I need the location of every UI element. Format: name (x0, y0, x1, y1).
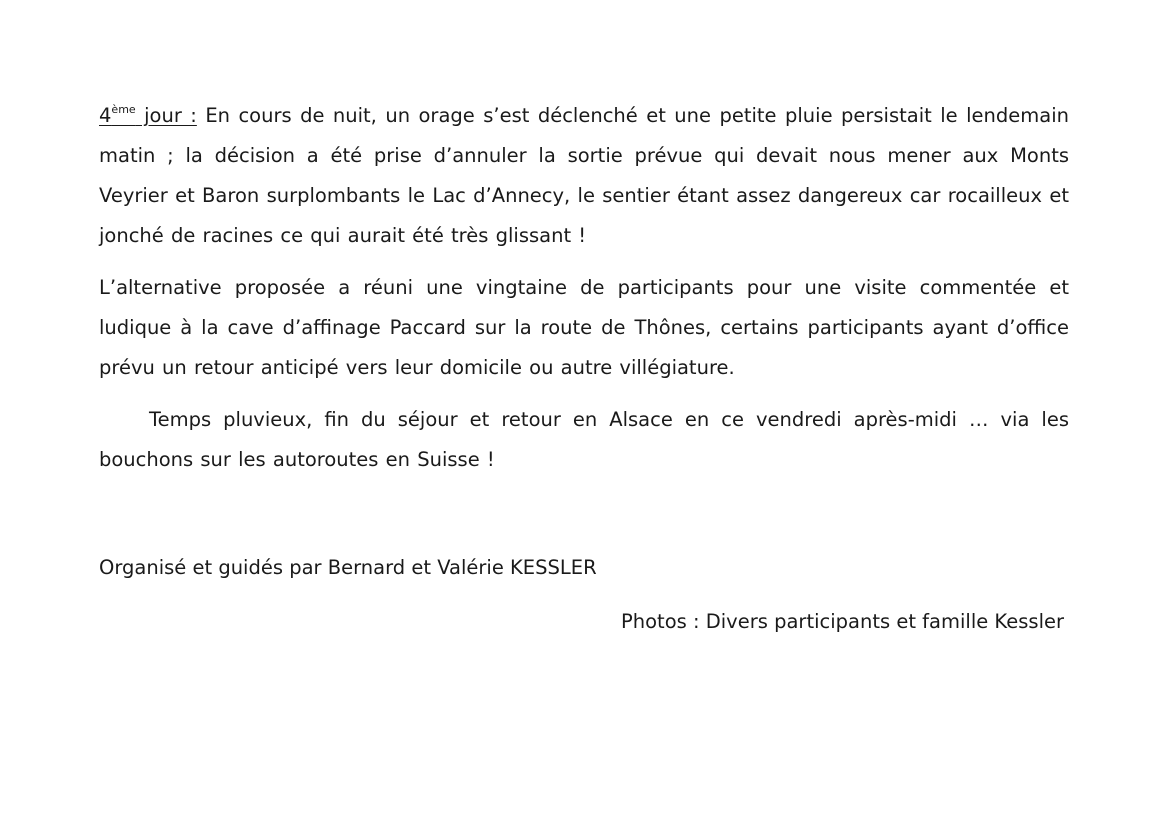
day-superscript: ème (111, 103, 136, 116)
paragraph-1-text: En cours de nuit, un orage s’est déclenché et une petite pluie persistait le lendemain matin ; la décision a été prise d’annuler la sortie prévue qui devait nous mener aux Monts Veyrier et Baron surplombants le Lac d’Annecy, le sentier étant assez dangereux car rocailleux et jonché de racines ce qui aurait été très glissant ! (99, 104, 1069, 247)
photo-credits: Photos : Divers participants et famille Kessler (621, 610, 1064, 633)
document-body (99, 96, 1069, 480)
day-heading (99, 104, 197, 127)
day-number: 4 (99, 104, 112, 127)
weather-paragraph: Temps pluvieux, fin du séjour et retour en Alsace en ce vendredi après-midi … via les bouchons sur les autoroutes en Suisse ! (99, 408, 1069, 471)
alternative-paragraph: L’alternative proposée a réuni une vingtaine de participants pour une visite commentée et ludique à la cave d’affinage Paccard sur la route de Thônes, certains participants ayant d’office prévu un retour anticipé vers leur domicile ou autre villégiature. (99, 276, 1069, 379)
organizer-line: Organisé et guidés par Bernard et Valérie KESSLER (99, 556, 597, 579)
day-4-paragraph (99, 96, 1069, 256)
day-word: jour : (135, 104, 197, 127)
